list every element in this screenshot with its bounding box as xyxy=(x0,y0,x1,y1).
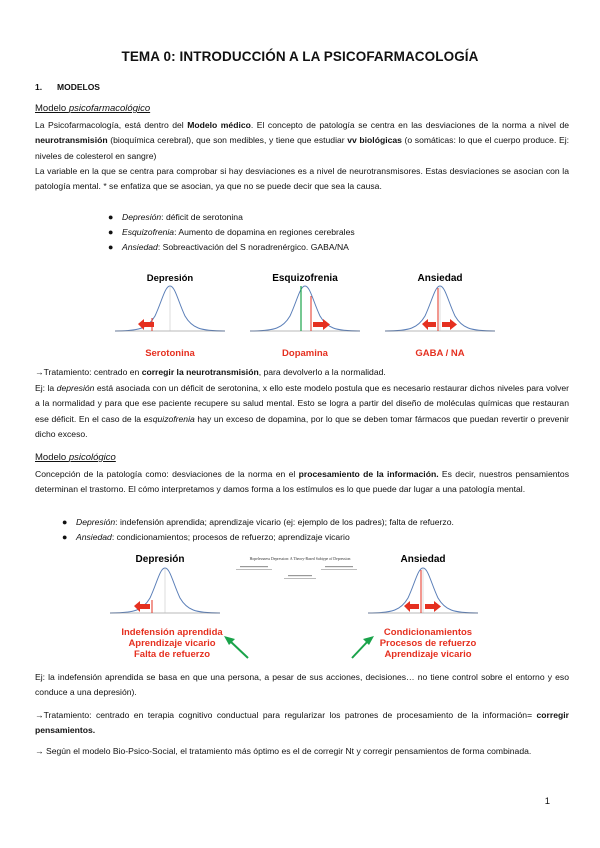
section-label: MODELOS xyxy=(57,82,100,92)
panel-title: Depresión xyxy=(146,273,194,284)
panel-caption: Dopamina xyxy=(282,348,328,359)
model2-heading-pre: Modelo xyxy=(35,452,69,463)
thumbnail-line xyxy=(284,578,316,579)
panel-title: Depresión xyxy=(135,554,185,565)
thumbnail-line xyxy=(325,566,353,567)
right-arrow-icon xyxy=(313,319,330,330)
panel-title: Ansiedad xyxy=(417,273,463,284)
green-arrow-left-icon xyxy=(224,636,248,658)
model1-bullet: ● Esquizofrenia: Aumento de dopamina en regiones cerebrales xyxy=(108,227,355,237)
green-arrow-right-icon xyxy=(352,636,374,658)
left-red-list xyxy=(121,627,223,660)
list-item: Aprendizaje vicario xyxy=(128,638,216,649)
model1-treatment: →Tratamiento: centrado en corregir la neurotransmisión, para devolverlo a la normalidad. xyxy=(35,367,386,377)
model1-example: Ej: la depresión está asociada con un déficit de serotonina, x ello este modelo postula que es necesario restaurar dichos niveles para volver a la normalidad y para que ese paciente recupere su salud mental. Esto se logra a partir del diseño de moléculas químicas que restauran ese déficit. En el caso de la esquizofrenia hay un exceso de dopamina, por lo que se deben tomar fármacos que puedan revertir o prevenir dicho exceso. xyxy=(35,383,570,440)
model1-bullet: ● Ansiedad: Sobreactivación del S noradrenérgico. GABA/NA xyxy=(108,242,349,252)
panel-schizophrenia xyxy=(250,273,360,359)
model2-bullet: ● Ansiedad: condicionamientos; procesos de refuerzo; aprendizaje vicario xyxy=(62,532,350,542)
section-number: 1. xyxy=(35,82,43,92)
list-item: Condicionamientos xyxy=(383,627,473,638)
model2-paragraph1: Concepción de la patología como: desviaciones de la norma en el procesamiento de la información. Es decir, nuestros pensamientos determinan el trastorno. El cómo interpretamos y damos forma a los estímulos es lo que puede dar lugar a una patología mental. xyxy=(35,469,569,495)
model1-heading-pre: Modelo xyxy=(35,103,69,114)
right-red-list xyxy=(380,627,477,660)
thumbnail-line xyxy=(321,569,357,570)
panel-title: Esquizofrenia xyxy=(272,273,338,284)
page-number: 1 xyxy=(544,796,550,807)
list-item: Falta de refuerzo xyxy=(133,649,211,660)
model2-heading-em: psicológico xyxy=(68,452,116,463)
left-arrow-icon xyxy=(404,601,419,612)
panel-caption: Serotonina xyxy=(145,348,195,359)
left-arrow-icon xyxy=(422,319,436,330)
list-item: Aprendizaje vicario xyxy=(384,649,472,660)
model1-bullet: ● Depresión: déficit de serotonina xyxy=(108,212,243,222)
model1-paragraph1: La Psicofarmacología, está dentro del Modelo médico. El concepto de patología se centra en las desviaciones de la norma a nivel de neurotransmisión (bioquímica cerebral), que son medibles, y tiene que estudiar vv biológicas (o somáticas: lo que el cuerpo produce. Ej: niveles de colesterol en sangre) xyxy=(35,120,570,161)
section-heading xyxy=(35,82,100,92)
thumbnail-line xyxy=(236,569,272,570)
page-title: TEMA 0: INTRODUCCIÓN A LA PSICOFARMACOLOGÍA xyxy=(121,49,479,64)
model1-heading-em: psicofarmacológico xyxy=(68,103,151,114)
model2-treatment: →Tratamiento: centrado en terapia cognitivo conductual para regularizar los patrones de procesamiento de la información= corregir pensamientos. xyxy=(35,710,569,736)
model1-paragraph2: La variable en la que se centra para comprobar si hay desviaciones es a nivel de neurotransmisores. Estas desviaciones se asocian con la patología mental. * se enfatiza que se asocian, ya que no se puede decir que sea la causa. xyxy=(35,166,569,192)
thumbnail-line xyxy=(288,575,312,576)
bell-curve xyxy=(250,286,360,331)
thumbnail-line xyxy=(240,566,268,567)
model2-example: Ej: la indefensión aprendida se basa en que una persona, a pesar de sus acciones, decisiones… no tiene control sobre el entorno y eso conduce a una depresión). xyxy=(35,672,569,698)
panel-caption: GABA / NA xyxy=(415,348,465,359)
thumbnail-title: Hopelessness Depression: A Theory-Based Subtype of Depression xyxy=(249,557,351,561)
model2-heading xyxy=(35,452,116,463)
panel-anxiety xyxy=(368,554,478,613)
panel-depression xyxy=(110,554,220,613)
list-item: Indefensión aprendida xyxy=(121,627,223,638)
conclusion: → Según el modelo Bio-Psico-Social, el tratamiento más óptimo es el de corregir Nt y corregir pensamientos de forma combinada. xyxy=(35,746,532,756)
article-thumbnail xyxy=(236,557,357,579)
panel-anxiety xyxy=(385,273,495,359)
cognitive-figure xyxy=(110,548,490,668)
panel-depression xyxy=(115,273,225,359)
model2-bullet: ● Depresión: indefensión aprendida; aprendizaje vicario (ej: ejemplo de los padres); falta de refuerzo. xyxy=(62,517,454,527)
neurotransmitter-figure xyxy=(110,266,500,362)
list-item: Procesos de refuerzo xyxy=(379,638,477,649)
panel-title: Ansiedad xyxy=(400,554,446,565)
right-arrow-icon xyxy=(425,601,441,612)
model1-heading xyxy=(35,103,150,114)
right-arrow-icon xyxy=(442,319,457,330)
